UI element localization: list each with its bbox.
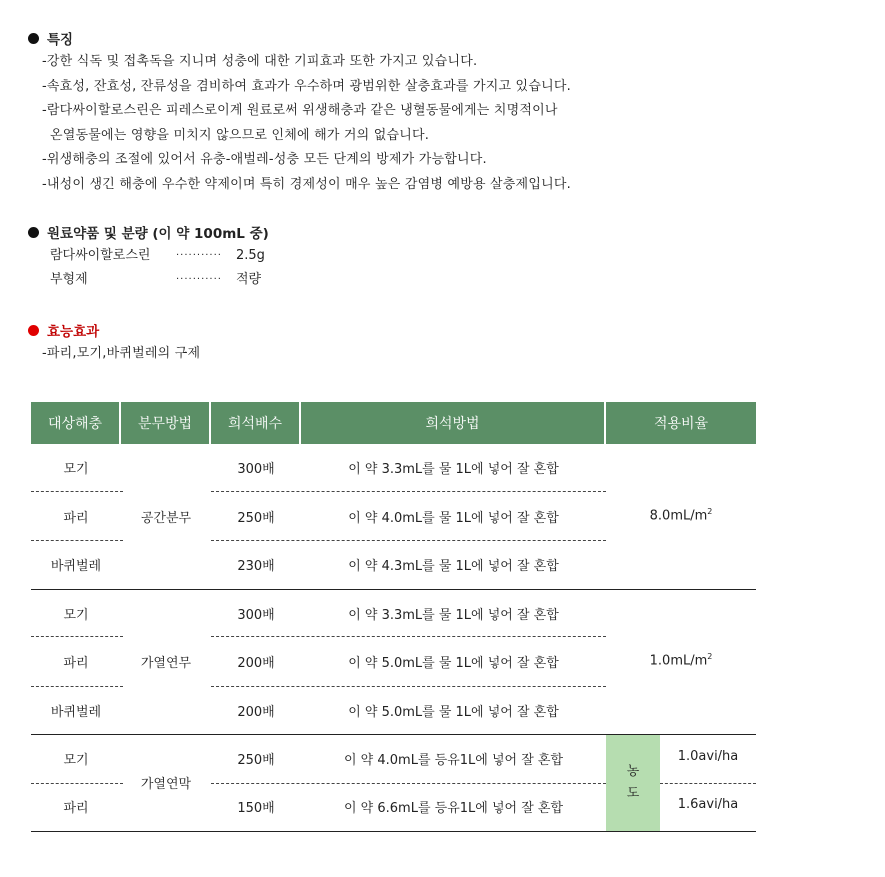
rate-cell: 1.0avi/ha	[677, 749, 739, 764]
row-divider	[31, 491, 123, 492]
efficacy-section	[28, 320, 200, 367]
dilution-cell: 250배	[237, 753, 275, 768]
header-dilution-method: 희석방법	[301, 402, 606, 444]
ingredient-row	[28, 244, 269, 268]
row-divider	[211, 636, 606, 637]
dilution-cell: 250배	[237, 511, 275, 526]
ingredients-title: 원료약품 및 분량 (이 약 100mL 중)	[47, 226, 269, 242]
feature-line: -람다싸이할로스린은 피레스로이계 원료로써 위생해충과 같은 냉혈동물에게는 치명적이나	[42, 103, 558, 118]
method-cell: 공간분무	[140, 511, 192, 526]
red-bullet-icon	[28, 325, 39, 336]
howto-cell: 이 약 5.0mL를 물 1L에 넣어 잘 혼합	[348, 705, 559, 720]
feature-line: 온열동물에는 영향을 미치지 않으므로 인체에 해가 거의 없습니다.	[50, 127, 430, 143]
howto-cell: 이 약 4.0mL를 물 1L에 넣어 잘 혼합	[348, 511, 559, 526]
pest-cell: 바퀴벌레	[50, 559, 102, 574]
leader-dots: ···········	[176, 250, 222, 261]
rate-value: 1.0mL/m	[649, 653, 708, 669]
dilution-cell: 300배	[237, 462, 275, 477]
efficacy-line: -파리,모기,바퀴벌레의 구제	[42, 346, 201, 361]
howto-cell: 이 약 4.3mL를 물 1L에 넣어 잘 혼합	[348, 559, 559, 574]
features-section	[28, 28, 571, 197]
dilution-cell: 200배	[237, 705, 275, 720]
row-divider	[31, 636, 123, 637]
header-target-pest: 대상해충	[31, 402, 121, 444]
header-application-rate: 적용비율	[606, 402, 756, 444]
method-cell: 가열연막	[140, 777, 192, 792]
ingredients-heading	[28, 222, 269, 242]
pest-cell: 파리	[63, 656, 89, 671]
bullet-icon	[28, 227, 39, 238]
leader-dots: ···········	[176, 274, 222, 285]
howto-cell: 이 약 5.0mL를 물 1L에 넣어 잘 혼합	[348, 656, 559, 671]
ingredients-section	[28, 222, 269, 292]
dilution-cell: 150배	[237, 801, 275, 816]
howto-cell: 이 약 3.3mL를 물 1L에 넣어 잘 혼합	[348, 608, 559, 623]
table-bottom-border	[31, 831, 756, 832]
row-divider	[211, 686, 606, 687]
features-heading	[28, 28, 571, 48]
features-title: 특징	[47, 32, 74, 48]
ingredient-name: 람다싸이할로스린	[50, 248, 151, 263]
dosage-table	[31, 402, 756, 816]
group-divider	[31, 589, 756, 590]
header-spray-method: 분무방법	[121, 402, 211, 444]
pest-cell: 파리	[63, 801, 89, 816]
dilution-cell: 230배	[237, 559, 275, 574]
bullet-icon	[28, 33, 39, 44]
pest-cell: 모기	[63, 462, 89, 477]
row-divider	[31, 686, 123, 687]
concentration-label: 농	[626, 764, 640, 779]
efficacy-heading	[28, 320, 200, 340]
ingredient-row	[28, 268, 269, 292]
rate-superscript: 2	[707, 507, 713, 516]
dilution-cell: 200배	[237, 656, 275, 671]
ingredient-name: 부형제	[50, 272, 88, 287]
row-divider	[31, 783, 123, 784]
table-header	[31, 402, 756, 444]
dilution-cell: 300배	[237, 608, 275, 623]
row-divider	[211, 540, 606, 541]
concentration-label: 도	[626, 786, 640, 801]
ingredient-amount: 2.5g	[236, 248, 265, 263]
pest-cell: 바퀴벌레	[50, 705, 102, 720]
feature-line: -내성이 생긴 해충에 우수한 약제이며 특히 경제성이 매우 높은 감염병 예방용 살충제입니다.	[42, 176, 571, 192]
row-divider	[211, 783, 606, 784]
ingredient-amount: 적량	[236, 272, 262, 287]
howto-cell: 이 약 3.3mL를 물 1L에 넣어 잘 혼합	[348, 462, 559, 477]
rate-value: 8.0mL/m	[649, 508, 708, 524]
row-divider	[211, 491, 606, 492]
pest-cell: 모기	[63, 753, 89, 768]
howto-cell: 이 약 4.0mL를 등유1L에 넣어 잘 혼합	[343, 753, 564, 768]
row-divider	[31, 540, 123, 541]
pest-cell: 모기	[63, 608, 89, 623]
method-cell: 가열연무	[140, 656, 192, 671]
feature-line: -위생해충의 조절에 있어서 유충-애벌레-성충 모든 단계의 방제가 가능합니다.	[42, 152, 487, 167]
concentration-box	[606, 735, 660, 831]
rate-cell	[606, 652, 756, 668]
pest-cell: 파리	[63, 511, 89, 526]
feature-line: -속효성, 잔효성, 잔류성을 겸비하여 효과가 우수하며 광범위한 살충효과를 가지고 있습니다.	[42, 78, 571, 94]
rate-cell	[606, 507, 756, 523]
rate-superscript: 2	[707, 652, 713, 661]
efficacy-title: 효능효과	[47, 324, 100, 340]
header-dilution: 희석배수	[211, 402, 301, 444]
row-divider	[660, 783, 756, 784]
rate-cell: 1.6avi/ha	[677, 797, 739, 812]
feature-line: -강한 식독 및 접촉독을 지니며 성충에 대한 기피효과 또한 가지고 있습니다.	[42, 54, 478, 69]
howto-cell: 이 약 6.6mL를 등유1L에 넣어 잘 혼합	[343, 801, 564, 816]
